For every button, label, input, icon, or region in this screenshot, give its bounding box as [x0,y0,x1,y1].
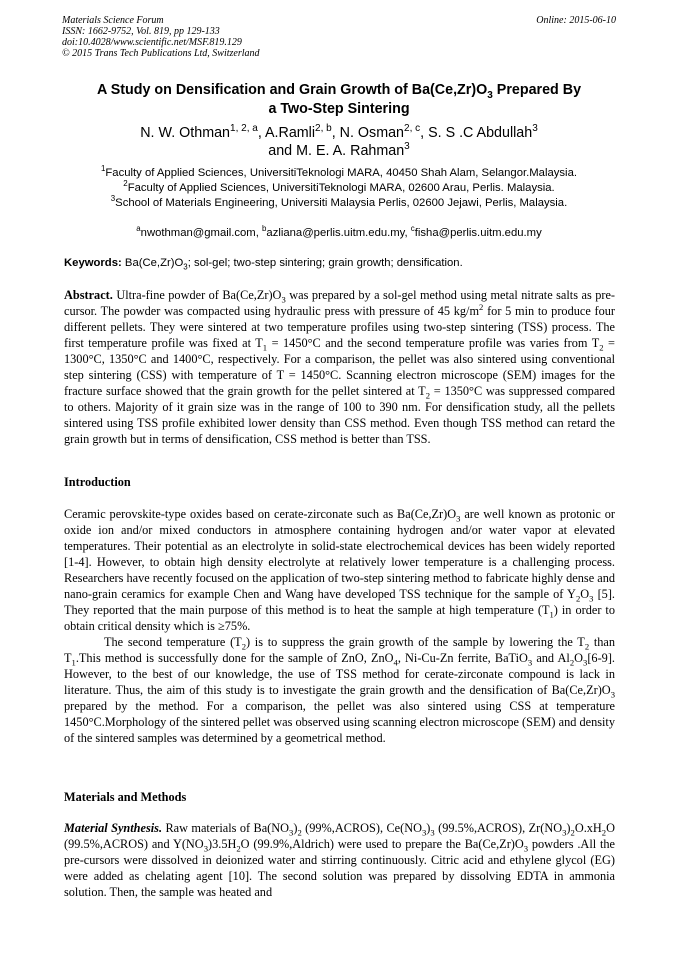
journal-name: Materials Science Forum [62,15,164,26]
copyright: © 2015 Trans Tech Publications Ltd, Switzerland [62,48,260,59]
issn: ISSN: 1662-9752, Vol. 819, pp 129-133 [62,26,220,37]
introduction-heading: Introduction [64,475,131,489]
affiliation-2: $^2$Faculty of Applied Sciences, UniversitiTeknologi MARA, 02600 Arau, Perlis. Malaysia. [123,179,555,194]
online-date: Online: 2015-06-10 [536,15,616,26]
author-list: N. W. Othman$^{1, 2, a}$, A.Ramli$^{2, b}$, N. Osman$^{2, c}$, S. S .C Abdullah$^3$ and M. E. A. Rahman$^3$ [140,123,538,159]
intro-paragraph-1: Ceramic perovskite-type oxides based on cerate-zirconate such as $Ba(Ce,Zr)O_3$ are well known as protonic or oxide ion and/or mixed conductors in atmosphere containing hydrogen and/or water vapor at elevated temperatures. Their potential as an electrolyte in solid-state electrochemical devices has been widely reported [1-4]. However, to obtain high density electrolyte at relatively lower temperature is a challenging process. Researchers have recently focused on the application of two-step sintering method to fabricate highly dense and nano-grain ceramics for example Chen and Wang have developed TSS technique for the sample of $Y_2O_3$ [5]. They reported that the main purpose of this method is to heat the sample at high temperature $(T_1)$ in order to obtain critical density which is ≥75%. [64,507,615,633]
author-emails: $^a$nwothman@gmail.com, $^b$azliana@perlis.uitm.edu.my, $^c$fisha@perlis.uitm.edu.my [136,224,542,239]
affiliation-1: $^1$Faculty of Applied Sciences, UniversitiTeknologi MARA, 40450 Shah Alam, Selangor.Malaysia. [101,164,577,179]
affiliation-3: $^3$School of Materials Engineering, Universiti Malaysia Perlis, 02600 Jejawi, Perlis, Malaysia. [110,194,568,209]
journal-header [62,15,260,59]
affiliations [40,166,638,211]
doi: doi:10.4028/www.scientific.net/MSF.819.129 [62,37,242,48]
methods-heading: Materials and Methods [64,790,187,804]
intro-paragraph-2: The second temperature $(T_2)$ is to suppress the grain growth of the sample by lowering the $T_2$ than $T_1.This$ method is successfully done for the sample of ZnO, ZnO$_4$, Ni-Cu-Zn ferrite, BaTiO$_3$ and $Al_2O_3[6-9]$. However, to the best of our knowledge, the use of TSS method for cerate-zirconate compound is lack in literature. Thus, the aim of this study is to investigate the grain growth and the densification of $Ba(Ce,Zr)O_3$ prepared by the method. For a comparison, the pellet was also sintered using CSS at temperature 1450°C.Morphology of the sintered pellet was observed using scanning electron microscope (SEM) and density of the sintered samples was determined by a geometrical method. [64,635,616,745]
keywords: Keywords: $Ba(Ce,Zr)O_3$; sol-gel; two-step sintering; grain growth; densification. [64,257,463,272]
abstract: Abstract. Ultra-fine powder of $Ba(Ce,Zr)O_3$ was prepared by a sol-gel method using metal nitrate salts as pre-cursor. The powder was compacted using hydraulic press with pressure of 45 $kg/m^2$ for 5 min to produce four different pellets. They were sintered at two temperature profiles using two-step sintering (TSS) process. The first temperature profile was fixed at $T_1 = 1450^\circ C$ and the second temperature profile was varies from $T_2 = 1300^\circ C$, 1350°C and 1400°C, respectively. For a comparison, the pellet was also sintered using conventional step sintering (CSS) with temperature of T = 1450°C. Scanning electron microscope (SEM) images for the fracture surface showed that the grain growth for the pellet sintered at $T_2 = 1350^\circ C$ was suppressed compared to others. Majority of it grain size was in the range of 100 to 390 nm. For densification study, all the pellets sintered using TSS profile exhibited lower density than CSS method. Even though TSS method can retard the grain growth but in terms of densification, CSS method is better than TSS. [64,288,616,446]
introduction-text [64,506,615,746]
methods-text: Material Synthesis. Raw materials of $Ba(NO_3)_2$ (99%,ACROS), $Ce(NO_3)_3$ (99.5%,ACROS), $Zr(NO_3)_2O.xH_2O$ (99.5%,ACROS) and $Y(NO_3)3.5H_2O$ (99.9%,Aldrich) were used to prepare the $Ba(Ce,Zr)O_3$ powders .All the pre-cursors were dissolved in deionized water and stirring continuously. Citric acid and ethylene glycol (EG) were added as chelating agent [10]. The second solution was prepared by dissolving EDTA in ammonia solution. Then, the sample was heated and [64,821,615,899]
paper-title: A Study on Densification and Grain Growth of $Ba(Ce,Zr)O_3$ Prepared By a Two-Step Sintering [96,82,582,117]
